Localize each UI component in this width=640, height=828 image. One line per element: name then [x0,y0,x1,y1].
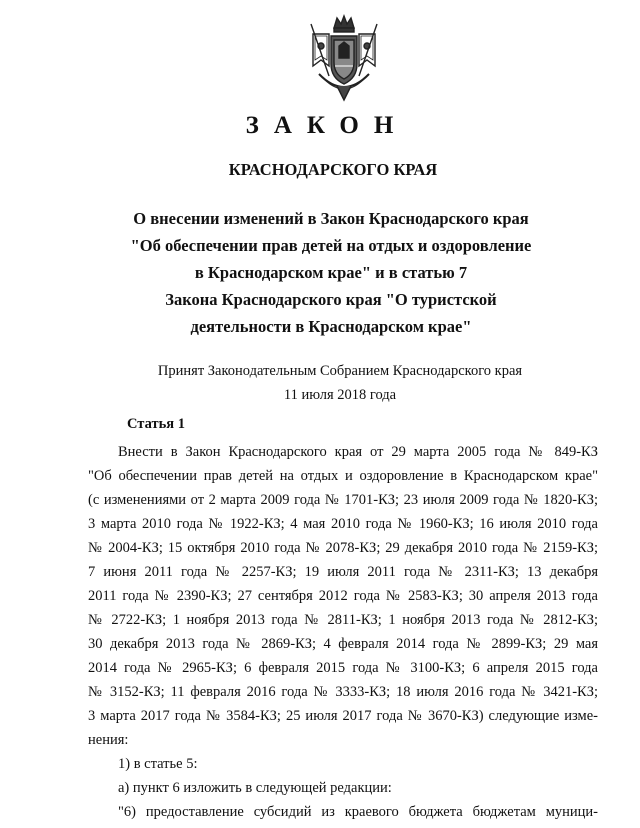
body-line: 2011 года № 2390-КЗ; 27 сентября 2012 года № 2583-КЗ; 30 апреля 2013 года [88,588,598,604]
document-title: ЗАКОН [245,112,409,139]
article-heading: Статья 1 [127,416,185,432]
body-line: 2014 года № 2965-КЗ; 6 февраля 2015 года № 3100-КЗ; 6 апреля 2015 года [88,660,598,676]
body-line: Внести в Закон Краснодарского края от 29 марта 2005 года № 849-КЗ [118,444,598,460]
body-line: "Об обеспечении прав детей на отдых и оздоровление в Краснодарском крае" [88,468,598,484]
body-line: 1) в статье 5: [118,756,198,772]
body-line: № 3152-КЗ; 11 февраля 2016 года № 3333-КЗ; 18 июля 2016 года № 3421-КЗ; [88,684,598,700]
body-line: 3 марта 2017 года № 3584-КЗ; 25 июля 2017 года № 3670-КЗ) следующие изме- [88,708,598,724]
adoption-line: Принят Законодательным Собранием Краснодарского края [157,363,523,379]
body-line: 3 марта 2010 года № 1922-КЗ; 4 мая 2010 года № 1960-КЗ; 16 июля 2010 года [88,516,598,532]
body-line: 7 июня 2011 года № 2257-КЗ; 19 июля 2011 года № 2311-КЗ; 13 декабря [88,564,598,580]
article-body [88,440,598,824]
subject-line: "Об обеспечении прав детей на отдых и оздоровление [130,236,532,255]
krasnodar-coat-of-arms-icon [301,14,387,104]
adoption-date: 11 июля 2018 года [283,387,397,403]
document-region: КРАСНОДАРСКОГО КРАЯ [228,160,438,179]
body-line: № 2722-КЗ; 1 ноября 2013 года № 2811-КЗ; 1 ноября 2013 года № 2812-КЗ; [88,612,598,628]
body-line: "6) предоставление субсидий из краевого бюджета бюджетам муници- [118,804,598,820]
subject-line: О внесении изменений в Закон Краснодарского края [133,209,529,228]
subject-line: Закона Краснодарского края "О туристской [165,290,497,309]
body-line: 30 декабря 2013 года № 2869-КЗ; 4 февраля 2014 года № 2899-КЗ; 29 мая [88,636,598,652]
law-subject [0,205,640,340]
body-line: а) пункт 6 изложить в следующей редакции: [118,780,392,796]
subject-line: деятельности в Краснодарском крае" [190,317,472,336]
adoption-note [0,359,640,407]
body-line: № 2004-КЗ; 15 октября 2010 года № 2078-КЗ; 29 декабря 2010 года № 2159-КЗ; [88,540,598,556]
body-line: нения: [88,732,129,748]
body-line: (с изменениями от 2 марта 2009 года № 1701-КЗ; 23 июля 2009 года № 1820-КЗ; [88,492,598,508]
subject-line: в Краснодарском крае" и в статью 7 [194,263,468,282]
